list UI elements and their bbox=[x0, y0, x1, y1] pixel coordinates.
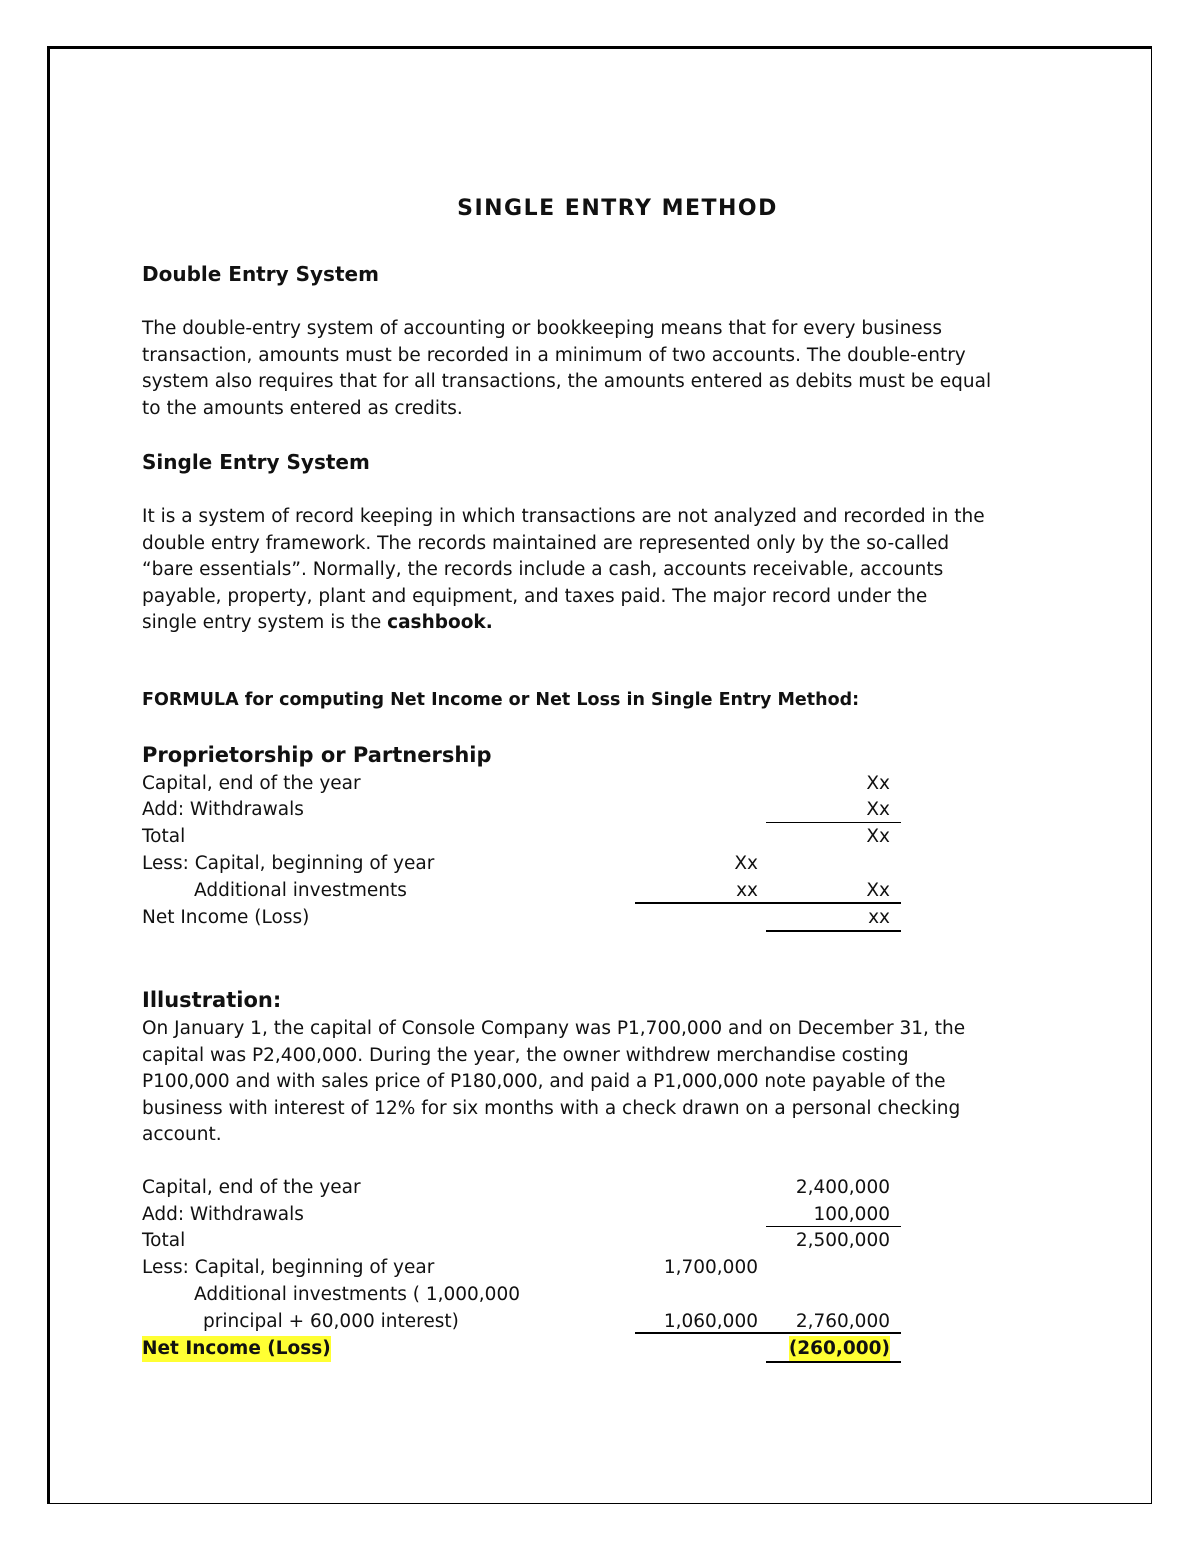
double-entry-paragraph bbox=[142, 316, 1102, 422]
table-row bbox=[142, 851, 902, 878]
row-label: principal + 60,000 interest) bbox=[203, 1311, 459, 1332]
row-amount-col2: 2,400,000 bbox=[795, 1177, 890, 1198]
underline bbox=[766, 822, 901, 823]
double-underline bbox=[766, 930, 901, 932]
row-label: Less: Capital, beginning of year bbox=[142, 853, 435, 874]
row-label: Capital, end of the year bbox=[142, 773, 361, 794]
paragraph-line: On January 1, the capital of Console Company was P1,700,000 and on December 31, the bbox=[142, 1018, 966, 1039]
illustration-paragraph bbox=[142, 1016, 1102, 1149]
table-row bbox=[142, 878, 902, 905]
row-amount-col1: xx bbox=[736, 880, 758, 901]
paragraph-line: It is a system of record keeping in which transactions are not analyzed and recorded in the bbox=[142, 506, 985, 527]
row-amount-col2: 2,500,000 bbox=[795, 1230, 890, 1251]
table-row bbox=[142, 1255, 902, 1282]
row-label: Add: Withdrawals bbox=[142, 799, 304, 820]
row-label: Net Income (Loss) bbox=[142, 907, 310, 928]
paragraph-line: account. bbox=[142, 1124, 222, 1145]
paragraph-line: system also requires that for all transactions, the amounts entered as debits must be equal bbox=[142, 371, 992, 392]
paragraph-line bbox=[142, 610, 1102, 637]
single-entry-heading: Single Entry System bbox=[142, 450, 370, 474]
row-label: Additional investments ( 1,000,000 bbox=[194, 1284, 520, 1305]
formula-heading: FORMULA for computing Net Income or Net Loss in Single Entry Method: bbox=[142, 690, 860, 710]
table-row bbox=[142, 1175, 902, 1202]
table-row bbox=[142, 797, 902, 824]
paragraph-line: double entry framework. The records maintained are represented only by the so-called bbox=[142, 532, 950, 554]
row-amount-col2: 2,760,000 bbox=[795, 1311, 890, 1332]
row-amount-col2: Xx bbox=[866, 773, 890, 794]
paragraph-line: “bare essentials”. Normally, the records include a cash, accounts receivable, accounts bbox=[142, 559, 944, 580]
row-amount-col2: Xx bbox=[866, 799, 890, 820]
row-label: Capital, end of the year bbox=[142, 1177, 361, 1198]
paragraph-line: The double-entry system of accounting or bookkeeping means that for every business bbox=[142, 318, 942, 339]
row-amount-col1: Xx bbox=[734, 853, 758, 874]
row-amount-col2: 100,000 bbox=[813, 1204, 890, 1225]
net-income-row bbox=[142, 1336, 902, 1363]
row-label: Less: Capital, beginning of year bbox=[142, 1257, 435, 1278]
paragraph-line: business with interest of 12% for six months with a check drawn on a personal checking bbox=[142, 1097, 961, 1119]
row-label: Additional investments bbox=[194, 880, 407, 901]
row-amount-col1: 1,700,000 bbox=[663, 1257, 758, 1278]
table-row bbox=[142, 1228, 902, 1255]
table-row bbox=[142, 1202, 902, 1229]
underline bbox=[635, 1332, 901, 1334]
proprietorship-heading: Proprietorship or Partnership bbox=[142, 743, 492, 767]
underline bbox=[766, 1226, 901, 1227]
paragraph-line: to the amounts entered as credits. bbox=[142, 397, 463, 419]
paragraph-line: capital was P2,400,000. During the year, the owner withdrew merchandise costing bbox=[142, 1044, 909, 1066]
row-amount-col1: 1,060,000 bbox=[663, 1311, 758, 1332]
row-amount-col2: Xx bbox=[866, 880, 890, 901]
row-amount-col2: Xx bbox=[866, 826, 890, 847]
illustration-heading: Illustration: bbox=[142, 988, 282, 1012]
paragraph-line: transaction, amounts must be recorded in a minimum of two accounts. The double-entry bbox=[142, 344, 966, 366]
row-amount-col2: xx bbox=[868, 907, 890, 928]
table-row bbox=[142, 905, 902, 932]
table-row bbox=[142, 771, 902, 798]
underline bbox=[635, 902, 901, 904]
page-title: SINGLE ENTRY METHOD bbox=[457, 196, 778, 221]
paragraph-line: P100,000 and with sales price of P180,000, and paid a P1,000,000 note payable of the bbox=[142, 1071, 946, 1092]
row-label: Total bbox=[142, 1230, 186, 1251]
cashbook-term: cashbook. bbox=[387, 612, 493, 633]
row-label: Add: Withdrawals bbox=[142, 1204, 304, 1225]
double-entry-heading: Double Entry System bbox=[142, 262, 379, 286]
double-underline bbox=[766, 1361, 901, 1363]
paragraph-line: payable, property, plant and equipment, and taxes paid. The major record under the bbox=[142, 585, 928, 607]
net-income-label: Net Income (Loss) bbox=[142, 1336, 331, 1362]
single-entry-paragraph bbox=[142, 504, 1102, 637]
row-label: Total bbox=[142, 826, 186, 847]
table-row bbox=[142, 1282, 902, 1309]
table-row bbox=[142, 824, 902, 851]
net-income-amount: (260,000) bbox=[789, 1336, 890, 1362]
paragraph-text: single entry system is the bbox=[142, 612, 388, 633]
